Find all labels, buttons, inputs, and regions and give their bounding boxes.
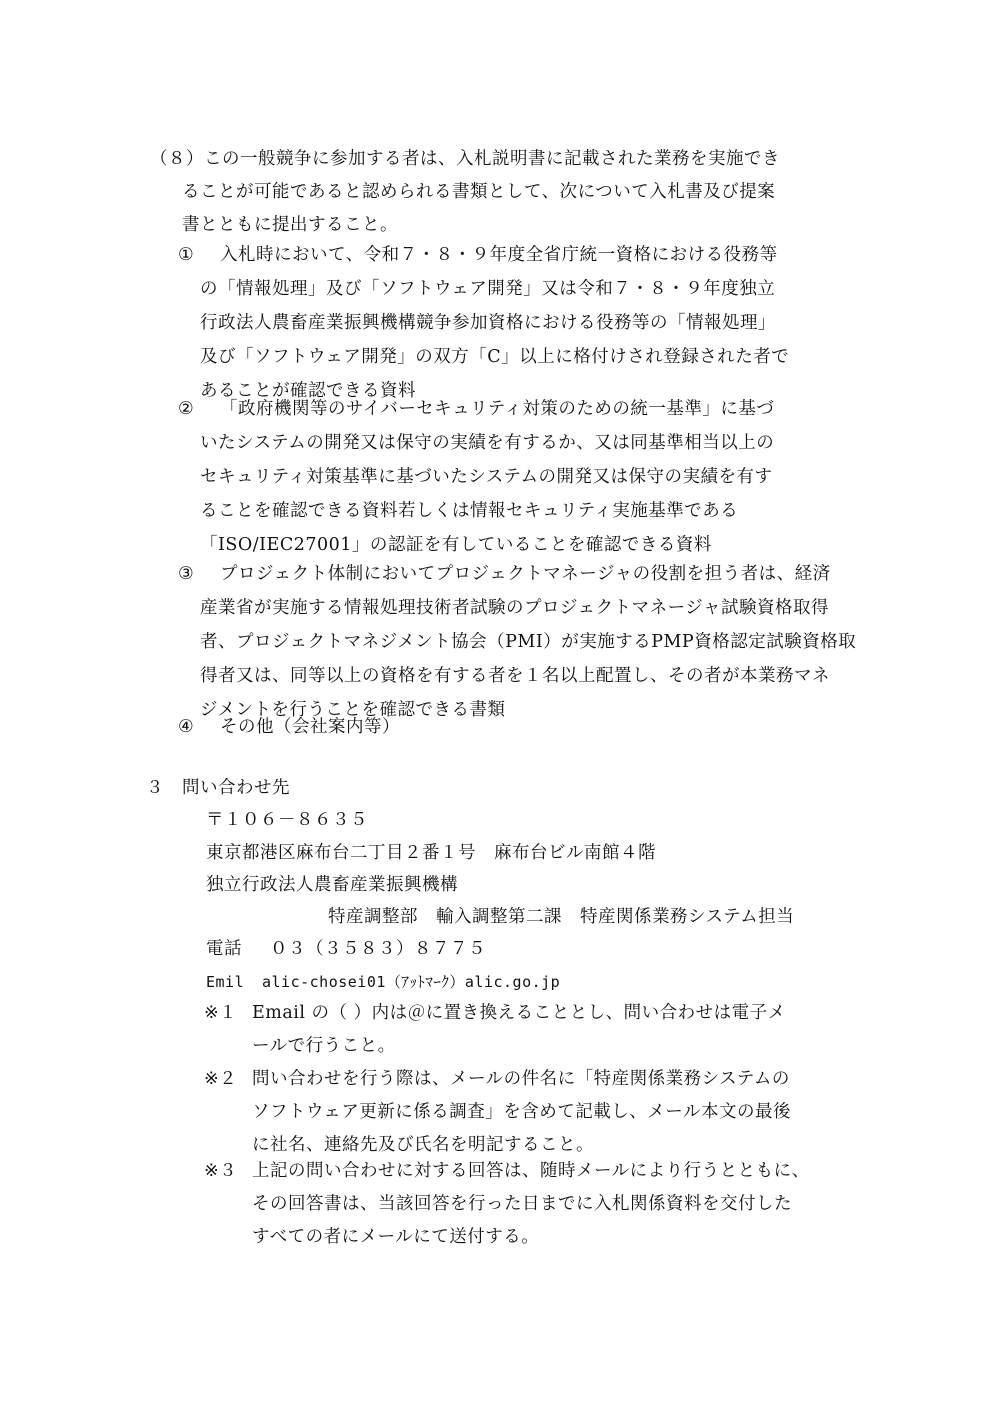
sub-item-2-line: ることを確認できる資料若しくは情報セキュリティ実施基準である [200,501,739,521]
sub-item-3-line: 産業省が実施する情報処理技術者試験のプロジェクトマネージャ試験資格取得 [200,598,829,618]
note-2-line: に社名、連絡先及び氏名を明記すること。 [252,1135,594,1155]
sub-item-2-line: 「ISO/IEC27001」の認証を有していることを確認できる資料 [200,535,712,555]
note-1-marker: ※１ [204,1003,238,1023]
section-heading: ３ 問い合わせ先 [146,778,290,798]
note-2-line: 問い合わせを行う際は、メールの件名に「特産関係業務システムの [252,1069,790,1089]
sub-item-3-line: ジメントを行うことを確認できる書類 [200,700,506,720]
note-3-line: すべての者にメールにて送付する。 [252,1227,540,1247]
email-label: Emil [206,973,245,991]
sub-item-2-line: いたシステムの開発又は保守の実績を有するか、又は同基準相当以上の [200,433,775,453]
sub-item-1-line: 行政法人農畜産業振興機構競争参加資格における役務等の「情報処理」 [200,313,776,333]
item-8-line: （８）この一般競争に参加する者は、入札説明書に記載された業務を実施でき [150,149,780,169]
organization: 独立行政法人農畜産業振興機構 [206,875,458,895]
note-2-line: ソフトウェア更新に係る調査」を含めて記載し、メール本文の最後 [252,1102,791,1122]
sub-item-2-line: セキュリティ対策基準に基づいたシステムの開発又は保守の実績を有す [200,467,773,487]
sub-item-2-marker: ② [178,399,195,419]
address: 東京都港区麻布台二丁目２番１号 麻布台ビル南館４階 [206,843,656,863]
item-8-line: ることが可能であると認められる書類として、次について入札書及び提案 [182,182,776,202]
phone-number: ０３（３５８３）８７７５ [270,939,486,959]
sub-item-1-line: あることが確認できる資料 [200,381,416,401]
postal-code: 〒１０６－８６３５ [206,810,368,830]
note-3-line: 上記の問い合わせに対する回答は、随時メールにより行うとともに、 [252,1161,810,1181]
sub-item-1-line: 入札時において、令和７・８・９年度全省庁統一資格における役務等 [220,245,778,265]
note-1-line: Email の（ ）内は＠に置き換えることとし、問い合わせは電子メ [252,1003,786,1023]
sub-item-3-line: 者、プロジェクトマネジメント協会（PMI）が実施するPMP資格認定試験資格取 [200,632,857,652]
sub-item-3-line: プロジェクト体制においてプロジェクトマネージャの役割を担う者は、経済 [220,564,831,584]
phone-label: 電話 [206,939,242,959]
sub-item-3-marker: ③ [178,564,195,584]
sub-item-4-marker: ④ [178,717,195,737]
note-3-line: その回答書は、当該回答を行った日までに入札関係資料を交付した [252,1194,792,1214]
sub-item-1-marker: ① [178,245,195,265]
sub-item-1-line: 及び「ソフトウェア開発」の双方「C」以上に格付けされ登録された者で [200,347,790,367]
department: 特産調整部 輸入調整第二課 特産関係業務システム担当 [328,907,795,927]
sub-item-1-line: の「情報処理」及び「ソフトウェア開発」又は令和７・８・９年度独立 [200,279,776,299]
note-3-marker: ※３ [204,1161,238,1181]
sub-item-2-line: 「政府機関等のサイバーセキュリティ対策のための統一基準」に基づ [220,399,775,419]
sub-item-3-line: 得者又は、同等以上の資格を有する者を１名以上配置し、その者が本業務マネ [200,666,830,686]
email-address: alic-chosei01（ｱｯﾄﾏｰｸ）alic.go.jp [262,973,561,991]
sub-item-4-line: その他（会社案内等） [220,717,400,737]
note-2-marker: ※２ [204,1069,238,1089]
note-1-line: ールで行うこと。 [252,1036,396,1056]
item-8-line: 書とともに提出すること。 [182,215,398,235]
